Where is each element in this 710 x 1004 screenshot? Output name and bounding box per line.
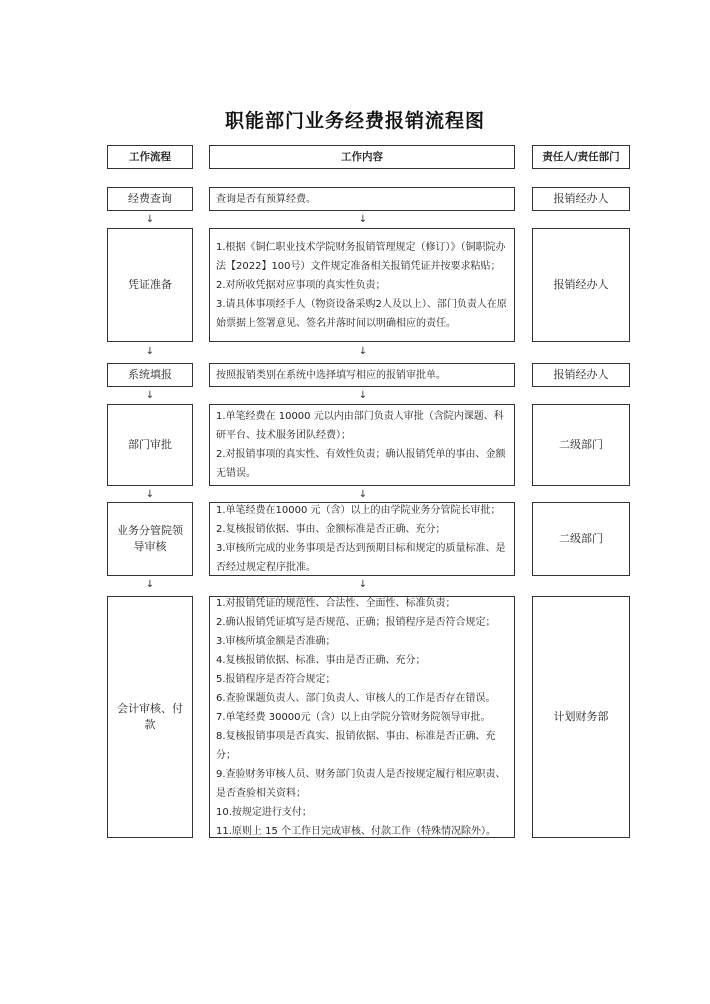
owner-system-entry: 报销经办人 <box>532 363 630 387</box>
header-owner: 责任人/责任部门 <box>532 145 630 169</box>
flow-arrow: ↓ <box>145 390 155 401</box>
content-line: 10.按规定进行支付； <box>216 806 312 818</box>
page-title: 职能部门业务经费报销流程图 <box>224 110 485 132</box>
content-line: 9.查验财务审核人员、财务部门负责人是否按规定履行相应职责、是否查验相关资料； <box>216 768 506 799</box>
flow-arrow: ↓ <box>358 579 368 590</box>
flow-step-expense-query: 经费查询 <box>107 187 193 211</box>
content-line: 8.复核报销事项是否真实、报销依据、事由、标准是否正确、充分； <box>216 730 496 761</box>
content-line: 1.对报销凭证的规范性、合法性、全面性、标准负责； <box>216 597 456 609</box>
content-line: 2.对报销事项的真实性、有效性负责；确认报销凭单的事由、金额无错误。 <box>216 449 506 479</box>
flow-arrow: ↓ <box>358 346 368 357</box>
header-flow: 工作流程 <box>107 145 193 169</box>
content-line: 2.对所收凭据对应事项的真实性负责； <box>216 279 386 291</box>
flow-step-accounting-payment: 会计审核、付款 <box>107 596 193 838</box>
content-line: 3.审核所完成的业务事项是否达到预期目标和规定的质量标准、是否经过规定程序批准。 <box>216 543 506 573</box>
content-line: 3.请具体事项经手人（物资设备采购2人及以上）、部门负责人在原始票据上签署意见、签名并落时间以明确相应的责任。 <box>216 298 507 329</box>
content-line: 3.审核所填金额是否准确； <box>216 635 336 647</box>
flow-arrow: ↓ <box>358 214 368 225</box>
content-line: 1.根据《铜仁职业技术学院财务报销管理规定（修订）》（铜职院办法【2022】100号）文件规定准备相关报销凭证并按要求粘贴； <box>216 241 506 272</box>
owner-dept-approval: 二级部门 <box>532 404 630 486</box>
content-line: 2.复核报销依据、事由、金额标准是否正确、充分； <box>216 524 446 535</box>
content-line: 1.单笔经费在 10000 元以内由部门负责人审批（含院内课题、科研平台、技术服务团队经费）； <box>216 411 504 441</box>
header-content: 工作内容 <box>209 145 515 169</box>
flow-arrow: ↓ <box>145 489 155 500</box>
flow-step-voucher-prep: 凭证准备 <box>107 228 193 342</box>
flow-arrow: ↓ <box>358 390 368 401</box>
flow-arrow: ↓ <box>145 214 155 225</box>
flow-step-leader-review: 业务分管院领导审核 <box>107 502 193 576</box>
content-line: 5.报销程序是否符合规定； <box>216 673 336 685</box>
content-line: 11.原则上 15 个工作日完成审核、付款工作（特殊情况除外）。 <box>216 825 496 837</box>
flow-step-dept-approval: 部门审批 <box>107 404 193 486</box>
content-line: 1.单笔经费在10000 元（含）以上的由学院业务分管院长审批； <box>216 505 501 516</box>
flow-arrow: ↓ <box>145 579 155 590</box>
content-line: 7.单笔经费 30000元（含）以上由学院分管财务院领导审批。 <box>216 711 491 723</box>
flow-step-system-entry: 系统填报 <box>107 363 193 387</box>
content-line: 4.复核报销依据、标准、事由是否正确、充分； <box>216 654 426 666</box>
content-system-entry <box>209 363 515 387</box>
content-line: 按照报销类别在系统中选择填写相应的报销审批单。 <box>216 369 446 381</box>
content-line: 查询是否有预算经费。 <box>216 193 316 205</box>
owner-expense-query: 报销经办人 <box>532 187 630 211</box>
owner-leader-review: 二级部门 <box>532 502 630 576</box>
content-line: 2.确认报销凭证填写是否规范、正确；报销程序是否符合规定； <box>216 616 496 628</box>
owner-accounting-payment: 计划财务部 <box>532 596 630 838</box>
flow-arrow: ↓ <box>358 489 368 500</box>
content-line: 6.查验课题负责人、部门负责人、审核人的工作是否存在错误。 <box>216 692 496 704</box>
content-accounting-payment <box>209 596 515 838</box>
content-expense-query <box>209 187 515 211</box>
flow-arrow: ↓ <box>145 346 155 357</box>
content-dept-approval <box>209 404 515 486</box>
content-leader-review <box>209 502 515 576</box>
owner-voucher-prep: 报销经办人 <box>532 228 630 342</box>
content-voucher-prep <box>209 228 515 342</box>
